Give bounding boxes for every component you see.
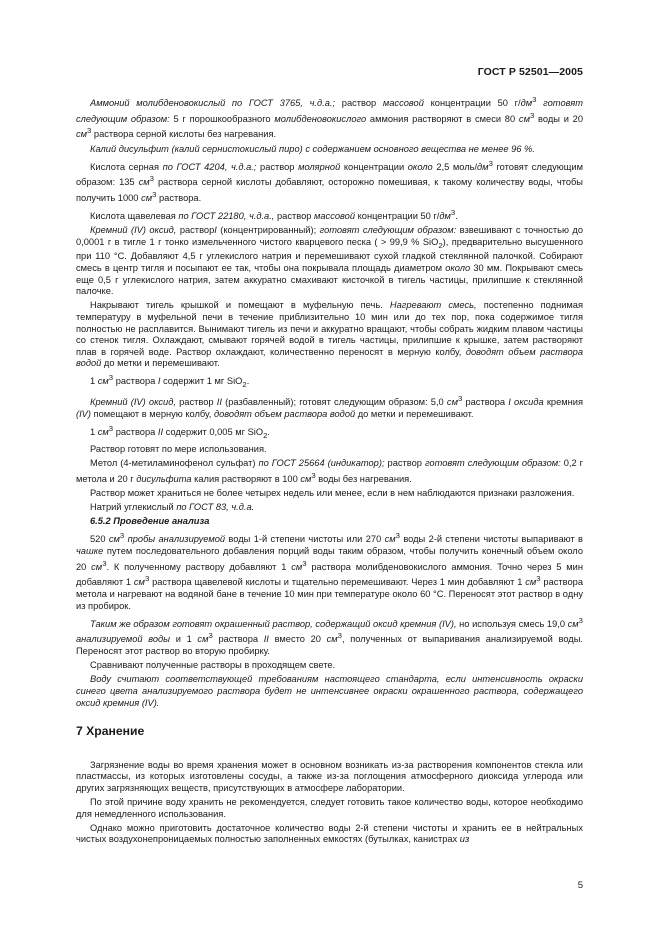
paragraph: Метол (4-метиламинофенол сульфат) по ГОСТ 25664 (индикатор); раствор готовят следующим образом: 0,2 г метола и 20 г дисульфита калия растворяют в 100 $см^3$ воды без нагревания. [76, 458, 583, 485]
storage-text [76, 760, 583, 846]
paragraph: Натрий углекислый по ГОСТ 83, ч.д.а. [90, 502, 255, 513]
document-id: ГОСТ Р 52501—2005 [477, 66, 583, 78]
paragraph: Воду считают соответствующей требованиям настоящего стандарта, если интенсивность окраски синего цвета анализируемого раствора будет не интенсивнее окраски окрашенного раствора, содержащего оксид кремния (IV). [76, 674, 583, 708]
paragraph: Таким же образом готовят окрашенный раствор, содержащий оксид кремния (IV), но используя смесь 19,0 $см^3$ анализируемой воды и 1 $см^3$ раствора II вместо 20 $см^3$, полученных от выпаривания анализируемой воды. Переносят этот раствор во вторую пробирку. [76, 615, 583, 657]
subsection-heading: 6.5.2 Проведение анализа [90, 516, 210, 527]
paragraph: Кислота серная по ГОСТ 4204, ч.д.а.; раствор молярной концентрации около 2,5 моль/$дм^3$ готовят следующим образом: 135 $см^3$ раствора серной кислоты добавляют, осторожно помешивая, к такому количеству воды, чтобы получить 1000 $см^3$ раствора. [76, 158, 583, 204]
paragraph: Аммоний молибденовокислый по ГОСТ 3765, ч.д.а.; раствор массовой концентрации 50 $г/дм^3$ готовят следующим образом: 5 г порошкообразного молибденовокислого аммония растворяют в смеси 80 $см^3$ воды и 20 $см^3$ раствора серной кислоты без нагревания. [76, 95, 583, 140]
section-heading: 7 Хранение [76, 724, 145, 739]
analysis-procedure [76, 530, 583, 709]
paragraph: Раствор может храниться не более четырех недель или менее, если в нем наблюдаются признаки разложения. [90, 488, 575, 499]
paragraph: 520 $см^3$ пробы анализируемой воды 1-й степени чистоты или 270 $см^3$ воды 2-й степени чистоты выпаривают в чашке путем последовательного добавления порций воды таким образом, чтобы получить конечный объем около 20 $см^3$. К полученному раствору добавляют 1 $см^3$ раствора молибденовокислого аммония. Точно через 5 мин добавляют 1 $см^3$ раствора щавелевой кислоты и тщательно перемешивают. Через 1 мин добавляют 1 $см^3$ раствора метола и нагревают на водяной бане в течение 10 мин при температуре около 60 °С. Переносят этот раствор в одну из пробирок. [76, 531, 583, 611]
reagents-list [76, 94, 583, 514]
paragraph: Кремний (IV) оксид, растворI (концентрированный); готовят следующим образом: взвешивают с точностью до 0,0001 г в тигле 1 г тонко измельченного чистого кварцевого песка ( > 99,9 % SiO$_2$), предварительно высушенного при 110 °С. Добавляют 4,5 г углекислого натрия и перемешивают сухой гладкой стеклянной палочкой. Собирают смесь в центр тигля и посыпают ее так, чтобы она покрывала площадь диаметром около 30 мм. Покрывают смесь еще 0,5 г углекислого натрия, затем аккуратно смахивают кисточкой в тигель частицы, прилипшие к стеклянной палочке. [76, 225, 584, 297]
paragraph: По этой причине воду хранить не рекомендуется, следует готовить такое количество воды, которое необходимо для немедленного использования. [76, 796, 583, 819]
paragraph: 1 $см^3$ раствора I содержит 1 мг SiO$_2$. [90, 373, 250, 390]
paragraph: Калий дисульфит (калий сернистокислый пиро) с содержанием основного вещества не менее 96 %. [90, 143, 535, 154]
paragraph: Кислота щавелевая по ГОСТ 22180, ч.д.а., раствор массовой концентрации 50 $г/дм^3$. [90, 208, 458, 222]
paragraph: Накрывают тигель крышкой и помещают в муфельную печь. Нагревают смесь, постепенно поднимая температуру в муфельной печи в течение приблизительно 10 мин или до тех пор, пока содержимое тигля полностью не расплавится. Вынимают тигель из печи и аккуратно вращают, чтобы собрать жидким плавом частицы со стенок тигля. Охлаждают, смывают горячей водой в тигель частицы, прилипшие к крышке, затем растворяют плав в горячей воде. Раствор охлаждают, количественно переносят в мерную колбу, доводят объем раствора водой до метки и перемешивают. [76, 300, 584, 369]
paragraph: 1 $см^3$ раствора II содержит 0,005 мг SiO$_2$. [90, 424, 270, 441]
paragraph: Однако можно приготовить достаточное количество воды 2-й степени чистоты и хранить ее в нейтральных чистых воздухонепроницаемых полностью заполненных емкостях (бутылках, канистрах из [76, 822, 583, 845]
paragraph: Кремний (IV) оксид, раствор II (разбавленный); готовят следующим образом: 5,0 $см^3$ раствора I оксида кремния (IV) помещают в мерную колбу, доводят объем раствора водой до метки и перемешивают. [76, 394, 584, 420]
paragraph: Раствор готовят по мере использования. [90, 444, 267, 455]
page-content [76, 94, 583, 848]
paragraph: Сравнивают полученные растворы в проходящем свете. [90, 660, 336, 671]
page-number: 5 [577, 880, 583, 891]
paragraph: Загрязнение воды во время хранения может в основном возникать из-за растворения компонентов стекла или пластмассы, из которых изготовлены сосуды, а также из-за поглощения атмосферного диоксида углерода или других загрязняющих веществ, присутствующих в атмосфере лаборатории. [76, 759, 583, 793]
